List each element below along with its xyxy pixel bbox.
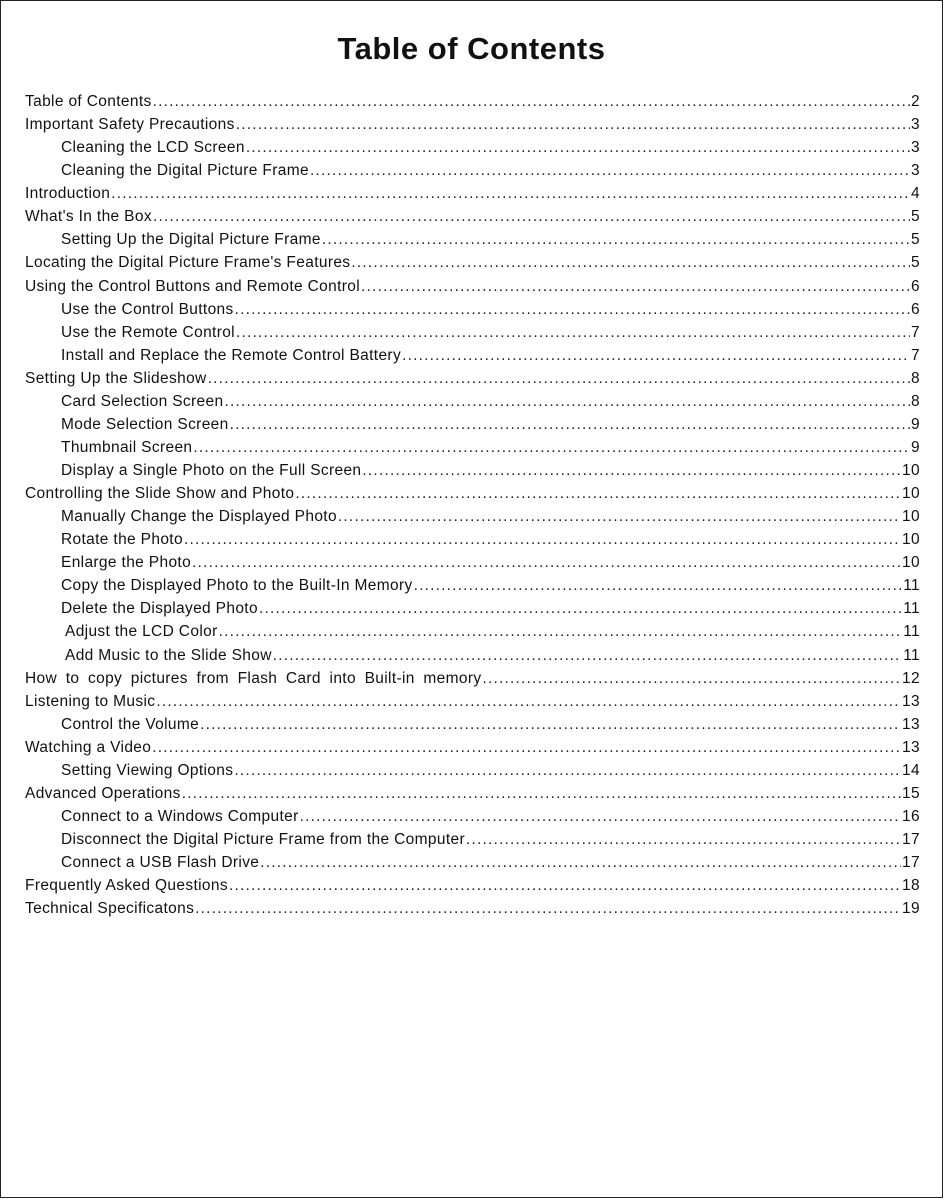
dot-leader [156,690,901,713]
toc-entry-label: Card Selection Screen [61,392,224,410]
toc-entry[interactable] [25,159,920,182]
toc-entry-page-number: 11 [903,623,920,641]
dot-leader [246,136,910,159]
toc-entry[interactable] [25,620,920,643]
dot-leader [234,759,901,782]
toc-entry-label: Connect to a Windows Computer [61,807,299,825]
toc-entry-page-number: 6 [911,277,920,295]
dot-leader [310,159,910,182]
toc-entry-page-number: 7 [911,346,920,364]
dot-leader [153,205,910,228]
dot-leader [322,228,910,251]
toc-entry[interactable] [25,736,920,759]
toc-entry-label: Setting Up the Slideshow [25,369,207,387]
toc-entry-label: Use the Control Buttons [61,300,234,318]
toc-entry-label: Listening to Music [25,692,156,710]
dot-leader [351,251,910,274]
toc-entry-label: Watching a Video [25,738,152,756]
dot-leader [361,275,910,298]
toc-entry[interactable] [25,182,920,205]
toc-entry[interactable] [25,136,920,159]
dot-leader [414,574,903,597]
toc-entry-page-number: 13 [902,715,920,733]
dot-leader [260,851,901,874]
toc-entry[interactable] [25,597,920,620]
toc-entry-label: Mode Selection Screen [61,415,229,433]
dot-leader [224,390,910,413]
dot-leader [483,667,902,690]
toc-entry-label: Locating the Digital Picture Frame's Features [25,254,351,272]
toc-entry-label: Use the Remote Control [61,323,235,341]
toc-entry-label: Using the Control Buttons and Remote Control [25,277,361,295]
toc-entry-page-number: 2 [911,93,920,110]
toc-entry-label: How to copy pictures from Flash Card into Built-in memory [25,669,482,687]
toc-entry-page-number: 16 [902,807,920,825]
toc-entry-page-number: 8 [911,392,920,410]
toc-entry[interactable] [25,551,920,574]
toc-entry[interactable] [25,228,920,251]
dot-leader [300,805,901,828]
toc-entry[interactable] [25,644,920,667]
toc-entry-page-number: 5 [911,208,920,226]
dot-leader [219,620,903,643]
toc-entry-page-number: 9 [911,415,920,433]
toc-entry-label: Connect a USB Flash Drive [61,854,260,872]
toc-entry[interactable] [25,713,920,736]
dot-leader [230,413,910,436]
toc-entry-page-number: 3 [911,139,920,157]
toc-entry-page-number: 13 [902,738,920,756]
toc-entry[interactable] [25,298,920,321]
toc-entry-page-number: 11 [903,577,920,595]
toc-entry-page-number: 10 [902,554,920,572]
toc-entry-page-number: 15 [902,784,920,802]
dot-leader [259,597,902,620]
toc-entry[interactable] [25,275,920,298]
toc-entry-page-number: 3 [911,162,920,180]
dot-leader [362,459,901,482]
dot-leader [182,782,901,805]
toc-entry-page-number: 5 [911,254,920,272]
dot-leader [273,644,902,667]
toc-entry[interactable] [25,828,920,851]
toc-entry-page-number: 14 [902,761,920,779]
toc-entry[interactable] [25,759,920,782]
toc-entry-label: Add Music to the Slide Show [65,646,272,664]
toc-entry-label: Technical Specificatons [25,900,195,918]
toc-entry[interactable] [25,205,920,228]
toc-entry-label: Install and Replace the Remote Control Battery [61,346,402,364]
dot-leader [111,182,910,205]
toc-entry-label: Disconnect the Digital Picture Frame from the Computer [61,831,465,848]
toc-entry-page-number: 18 [902,877,920,895]
toc-entry-label: Enlarge the Photo [61,554,192,572]
toc-entry-page-number: 12 [902,669,920,687]
toc-entry-page-number: 19 [902,900,920,918]
dot-leader [184,528,901,551]
dot-leader [338,505,901,528]
dot-leader [152,736,901,759]
dot-leader [236,321,910,344]
toc-entry-label: Control the Volume [61,715,200,733]
toc-entry[interactable] [25,413,920,436]
page-title: Table of Contents [337,31,606,66]
toc-entry-page-number: 8 [911,369,920,387]
toc-entry[interactable] [25,367,920,390]
toc-entry[interactable] [25,459,920,482]
toc-entry-page-number: 6 [911,300,920,318]
toc-entry[interactable] [25,897,920,920]
toc-entry-page-number: 4 [911,185,920,203]
dot-leader [236,113,910,136]
toc-entry[interactable] [25,528,920,551]
toc-entry-label: Manually Change the Displayed Photo [61,508,337,526]
toc-entry[interactable] [25,574,920,597]
toc-entry-label: Adjust the LCD Color [65,623,218,641]
toc-entry[interactable] [25,113,920,136]
dot-leader [200,713,901,736]
toc-entry[interactable] [25,90,920,113]
toc-entry-label: Advanced Operations [25,784,181,802]
toc-entry-label: Table of Contents [25,93,152,110]
toc-entry[interactable] [25,690,920,713]
toc-entry[interactable] [25,321,920,344]
toc-entry-label: Setting Up the Digital Picture Frame [61,231,321,249]
dot-leader [195,897,901,920]
toc-entry-page-number: 10 [902,462,920,479]
toc-entry[interactable] [25,505,920,528]
toc-entry-label: Thumbnail Screen [61,438,193,456]
toc-entry-page-number: 3 [911,116,920,134]
dot-leader [229,874,901,897]
toc-entry-label: Frequently Asked Questions [25,877,228,895]
dot-leader [402,344,910,367]
toc-entry-label: Rotate the Photo [61,531,183,549]
toc-entry-page-number: 10 [902,508,920,526]
toc-entry-page-number: 13 [902,692,920,710]
toc-entry[interactable] [25,805,920,828]
toc-entry-label: Introduction [25,185,111,203]
dot-leader [193,436,910,459]
toc-entry[interactable] [25,344,920,367]
dot-leader [192,551,901,574]
toc-entry-label: Cleaning the Digital Picture Frame [61,162,309,180]
toc-entry-label: Delete the Displayed Photo [61,600,258,618]
toc-entry[interactable] [25,251,920,274]
toc-entry-page-number: 11 [903,600,920,618]
toc-entry-label: Copy the Displayed Photo to the Built-In Memory [61,577,413,595]
toc-entry-page-number: 17 [902,831,920,848]
toc-entry-label: Controlling the Slide Show and Photo [25,485,295,503]
toc-entry[interactable] [25,874,920,897]
toc-list [25,90,920,920]
dot-leader [208,367,910,390]
toc-entry[interactable] [25,782,920,805]
toc-entry-page-number: 9 [911,438,920,456]
toc-entry-label: Cleaning the LCD Screen [61,139,245,157]
toc-entry[interactable] [25,436,920,459]
toc-entry-page-number: 10 [902,485,920,503]
toc-entry-label: Important Safety Precautions [25,116,235,134]
toc-entry-page-number: 7 [911,323,920,341]
dot-leader [466,828,901,851]
toc-entry[interactable] [25,390,920,413]
toc-entry[interactable] [25,667,920,690]
toc-entry-label: What's In the Box [25,208,152,226]
dot-leader [153,90,910,113]
toc-entry-label: Display a Single Photo on the Full Screen [61,462,362,479]
toc-entry-label: Setting Viewing Options [61,761,234,779]
toc-entry[interactable] [25,851,920,874]
toc-entry-page-number: 10 [902,531,920,549]
toc-entry-page-number: 17 [902,854,920,872]
dot-leader [295,482,901,505]
toc-entry-page-number: 5 [911,231,920,249]
toc-entry[interactable] [25,482,920,505]
dot-leader [235,298,910,321]
toc-entry-page-number: 11 [903,646,920,664]
